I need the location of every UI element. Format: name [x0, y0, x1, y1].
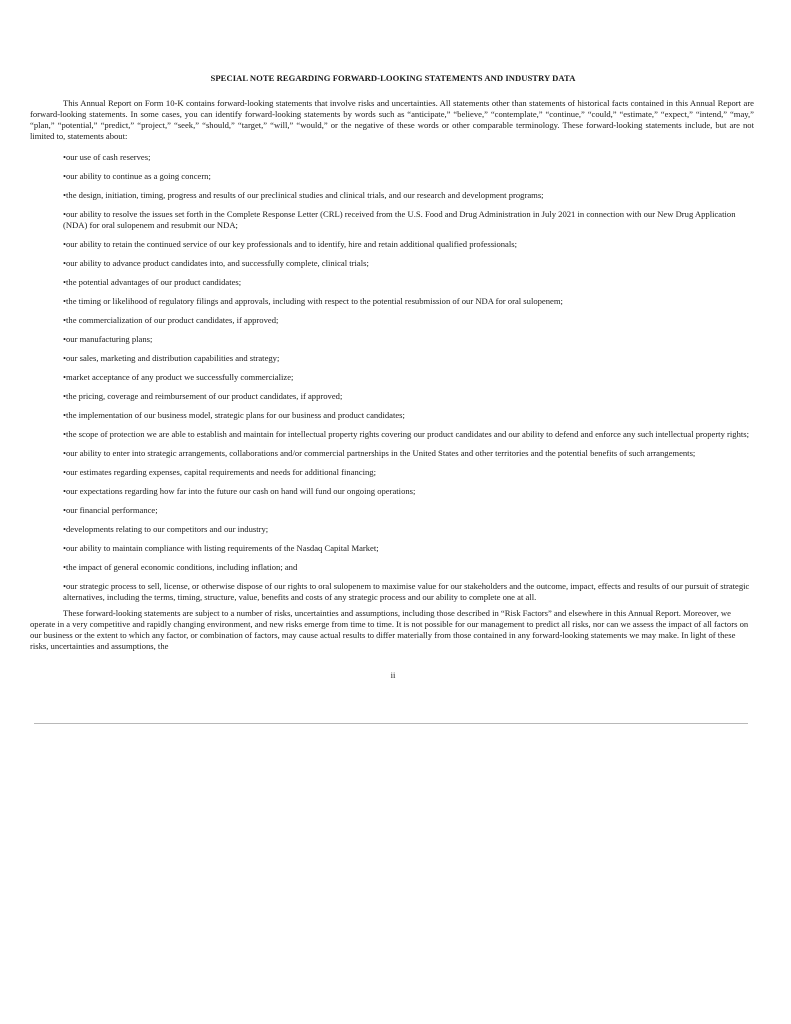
list-item: •the pricing, coverage and reimbursement of our product candidates, if approved;	[63, 391, 343, 401]
list-item: •the implementation of our business model, strategic plans for our business and product candidates;	[63, 410, 405, 420]
list-item: •our ability to retain the continued service of our key professionals and to identify, hire and retain additional qualified professionals;	[63, 239, 517, 249]
list-item: •our strategic process to sell, license, or otherwise dispose of our rights to oral sulopenem to maximise value for our stakeholders and the outcome, impact, effects and results of our pursuit of strategic alternatives, including the terms, timing, structure, value, benefits and costs of any strategic process and our ability to complete one at all.	[63, 581, 750, 602]
list-item: •our ability to enter into strategic arrangements, collaborations and/or commercial partnerships in the United States and other territories and the potential benefits of such arrangements;	[63, 448, 696, 458]
list-item: •our ability to resolve the issues set forth in the Complete Response Letter (CRL) received from the U.S. Food and Drug Administration in July 2021 in connection with our New Drug Application (NDA) for oral sulopenem and resubmit our NDA;	[63, 209, 736, 230]
list-item: •our sales, marketing and distribution capabilities and strategy;	[63, 353, 280, 363]
list-item: •the design, initiation, timing, progress and results of our preclinical studies and clinical trials, and our research and development programs;	[63, 190, 544, 200]
list-item: •the commercialization of our product candidates, if approved;	[63, 315, 279, 325]
forward-looking-statements-list	[63, 152, 754, 611]
list-item: •our expectations regarding how far into the future our cash on hand will fund our ongoing operations;	[63, 486, 416, 496]
list-item: •our ability to maintain compliance with listing requirements of the Nasdaq Capital Market;	[63, 543, 379, 553]
intro-paragraph: This Annual Report on Form 10-K contains forward-looking statements that involve risks and uncertainties. All statements other than statements of historical facts contained in this Annual Report are forward-looking statements. In some cases, you can identify forward-looking statements by words such as “anticipate,” “believe,” “contemplate,” “continue,” “could,” “estimate,” “expect,” “intend,” “may,” “plan,” “potential,” “predict,” “project,” “seek,” “should,” “target,” “will,” “would,” or the negative of these words or other comparable terminology. These forward-looking statements include, but are not limited to, statements about:	[30, 98, 754, 141]
list-item: •market acceptance of any product we successfully commercialize;	[63, 372, 294, 382]
list-item: •the scope of protection we are able to establish and maintain for intellectual property rights covering our product candidates and our ability to defend and enforce any such intellectual property rights;	[63, 429, 749, 439]
list-item: •our estimates regarding expenses, capital requirements and needs for additional financing;	[63, 467, 376, 477]
closing-paragraph: These forward-looking statements are subject to a number of risks, uncertainties and assumptions, including those described in “Risk Factors” and elsewhere in this Annual Report. Moreover, we operate in a very competitive and rapidly changing environment, and new risks emerge from time to time. It is not possible for our management to predict all risks, nor can we assess the impact of all factors on our business or the extent to which any factor, or combination of factors, may cause actual results to differ materially from those contained in any forward-looking statements we may make. In light of these risks, uncertainties and assumptions, the	[30, 608, 749, 651]
list-item: •our ability to continue as a going concern;	[63, 171, 211, 181]
page-title: SPECIAL NOTE REGARDING FORWARD-LOOKING STATEMENTS AND INDUSTRY DATA	[210, 73, 576, 83]
list-item: •the impact of general economic conditions, including inflation; and	[63, 562, 298, 572]
list-item: •our use of cash reserves;	[63, 152, 151, 162]
list-item: •the potential advantages of our product candidates;	[63, 277, 242, 287]
list-item: •our financial performance;	[63, 505, 158, 515]
list-item: •developments relating to our competitors and our industry;	[63, 524, 269, 534]
list-item: •our ability to advance product candidates into, and successfully complete, clinical trials;	[63, 258, 369, 268]
list-item: •the timing or likelihood of regulatory filings and approvals, including with respect to the potential resubmission of our NDA for oral sulopenem;	[63, 296, 563, 306]
page-number: ii	[390, 670, 396, 680]
list-item: •our manufacturing plans;	[63, 334, 153, 344]
page-divider	[34, 723, 748, 724]
